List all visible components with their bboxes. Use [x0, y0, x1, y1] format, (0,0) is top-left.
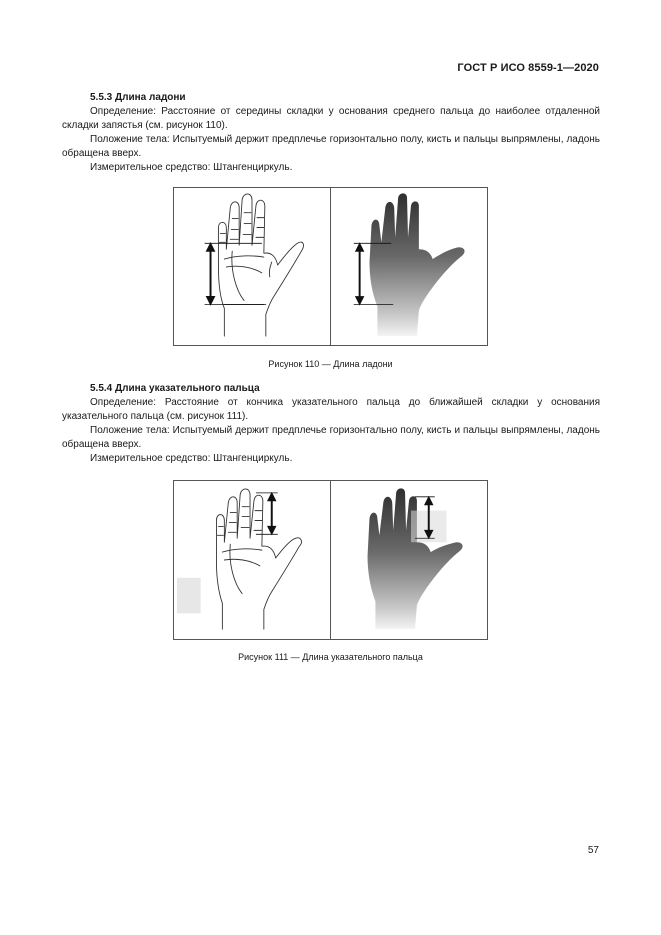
figure-caption: Рисунок 110 — Длина ладони: [268, 359, 393, 369]
hand-photo: [331, 188, 488, 345]
section-index-finger-length: [62, 382, 600, 466]
hand-photo: [331, 481, 488, 639]
posture-text: Положение тела: Испытуемый держит предплечье горизонтально полу, кисть и пальцы выпрямлены, ладонь обращена вверх.: [62, 425, 600, 450]
posture-text: Положение тела: Испытуемый держит предплечье горизонтально полу, кисть и пальцы выпрямлены, ладонь обращена вверх.: [62, 134, 600, 159]
definition-text: Определение: Расстояние от кончика указательного пальца до ближайшей складки у основания указательного пальца (см. рисунок 111).: [62, 397, 600, 422]
definition-text: Определение: Расстояние от середины складки у основания среднего пальца до наиболее отдаленной складки запястья (см. рисунок 110).: [62, 106, 600, 131]
figure-caption: Рисунок 111 — Длина указательного пальца: [238, 652, 423, 662]
figure-111: [173, 480, 488, 640]
section-heading: 5.5.3 Длина ладони: [90, 92, 186, 103]
hand-line-drawing: [174, 188, 330, 345]
hand-line-drawing: [174, 481, 330, 639]
standard-header: ГОСТ Р ИСО 8559-1—2020: [457, 62, 599, 74]
section-heading: 5.5.4 Длина указательного пальца: [90, 383, 260, 394]
figure-110: [173, 187, 488, 346]
section-palm-length: [62, 91, 600, 175]
instrument-text: Измерительное средство: Штангенциркуль.: [90, 162, 293, 173]
instrument-text: Измерительное средство: Штангенциркуль.: [90, 453, 293, 464]
page-number: 57: [587, 845, 599, 856]
